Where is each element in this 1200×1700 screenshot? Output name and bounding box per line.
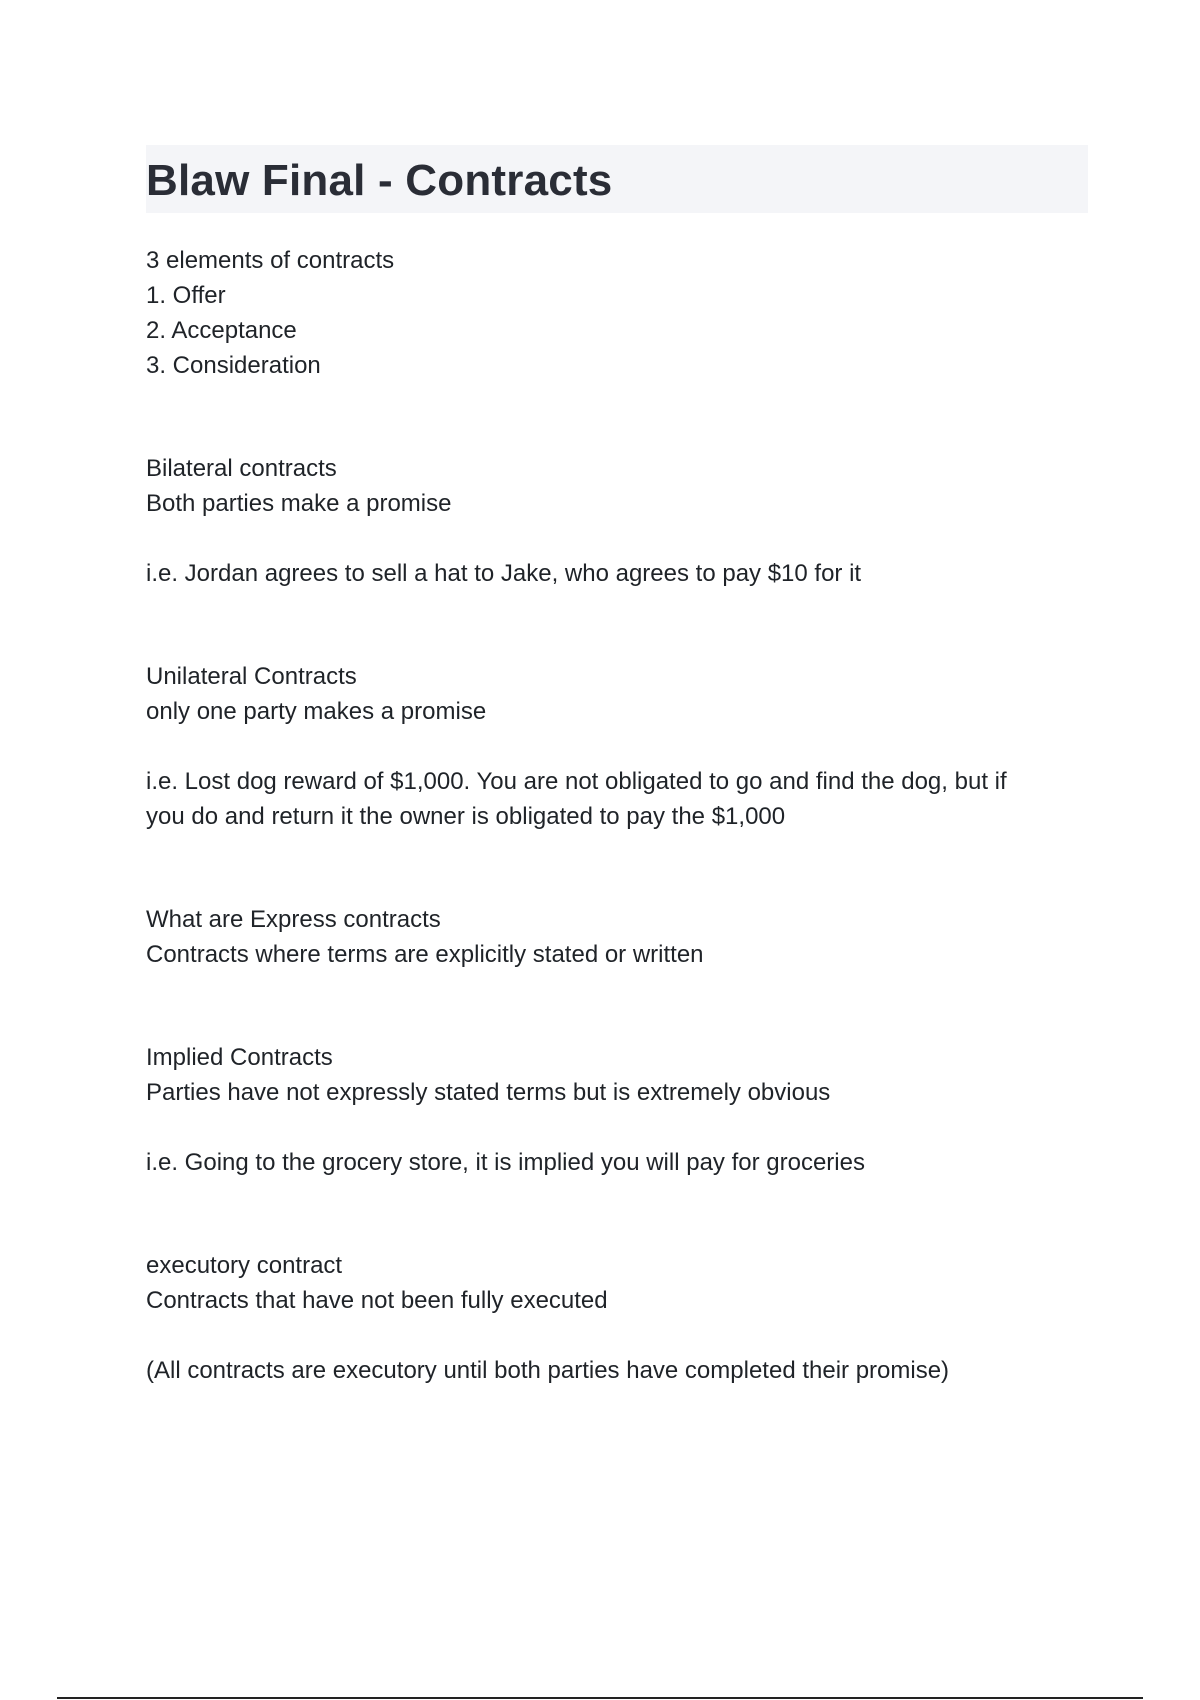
card-unilateral [146,659,1088,834]
list-item: 2. Acceptance [146,317,297,344]
card-executory [146,1248,1088,1388]
card-example: (All contracts are executory until both parties have completed their promise) [146,1357,950,1384]
spacer [146,1180,1088,1248]
card-definition: only one party makes a promise [146,698,487,725]
card-example: you do and return it the owner is obligated to pay the $1,000 [146,803,786,830]
card-bilateral [146,451,1088,591]
card-example: i.e. Going to the grocery store, it is implied you will pay for groceries [146,1149,865,1176]
title-band [146,145,1088,213]
card-definition: Contracts that have not been fully executed [146,1287,608,1314]
card-term: What are Express contracts [146,906,441,933]
page-bottom-divider [57,1697,1143,1699]
card-term: Implied Contracts [146,1044,333,1071]
list-item: 3. Consideration [146,352,321,379]
card-definition: Contracts where terms are explicitly stated or written [146,941,704,968]
card-implied [146,1040,1088,1180]
list-item: 1. Offer [146,282,226,309]
card-express [146,902,1088,972]
spacer [146,834,1088,902]
card-term: Unilateral Contracts [146,663,357,690]
card-example: i.e. Jordan agrees to sell a hat to Jake, who agrees to pay $10 for it [146,560,862,587]
page-title: Blaw Final - Contracts [146,156,613,205]
spacer [146,1318,1088,1353]
card-term: executory contract [146,1252,343,1279]
card-example: i.e. Lost dog reward of $1,000. You are not obligated to go and find the dog, but if [146,768,1007,795]
card-term: Bilateral contracts [146,455,337,482]
spacer [146,383,1088,451]
spacer [146,729,1088,764]
intro-heading: 3 elements of contracts [146,247,395,274]
spacer [146,972,1088,1040]
spacer [146,591,1088,659]
intro-card [146,243,1088,383]
card-definition: Parties have not expressly stated terms but is extremely obvious [146,1079,831,1106]
card-definition: Both parties make a promise [146,490,452,517]
spacer [146,1110,1088,1145]
spacer [146,521,1088,556]
document-page [146,145,1088,1388]
